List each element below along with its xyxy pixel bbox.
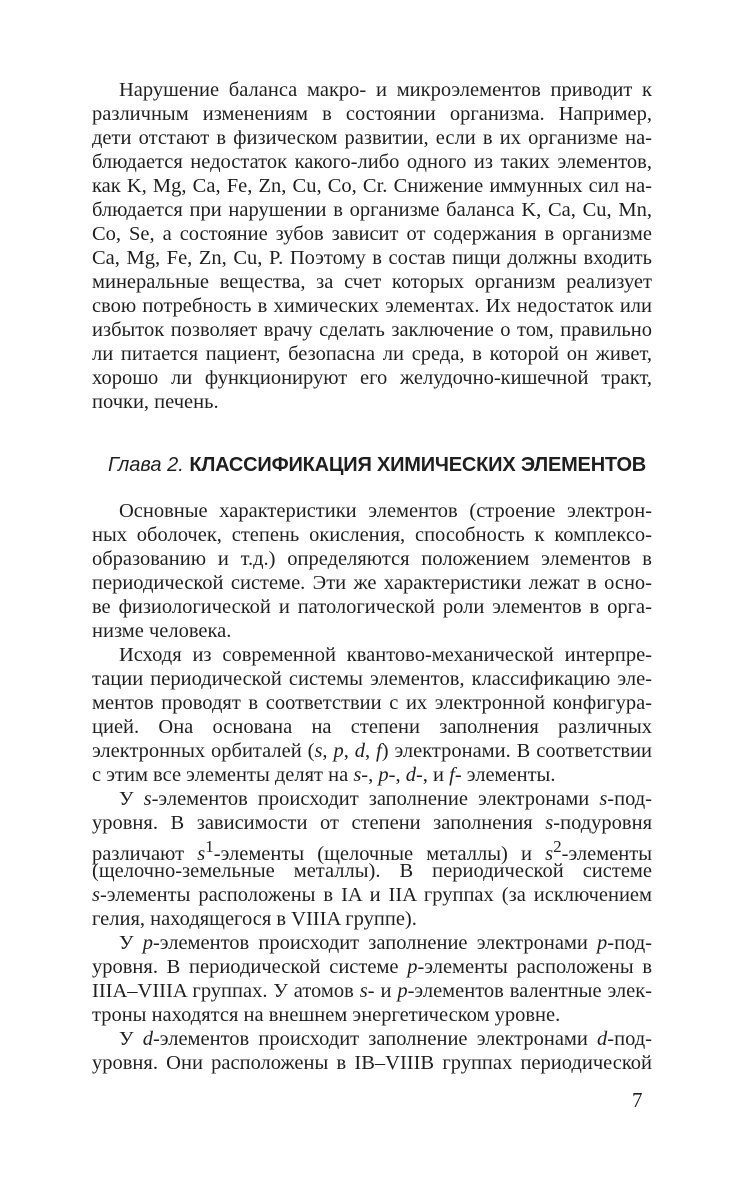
text-line: хорошо ли функционируют его желудочно-кишечной тракт, [92, 367, 652, 389]
text-line: гелия, находящегося в VIIIA группе). [92, 908, 417, 930]
text-line: У s-элементов происходит заполнение электронами s-под- [119, 788, 653, 810]
text-line: троны находятся на внешнем энергетическом уровне. [92, 1004, 561, 1026]
text-line: уровня. Они расположены в IB–VIIIB группах периодической [92, 1052, 652, 1074]
text-line: ве физиологической и патологической роли элементов в орга- [92, 596, 652, 618]
text-line: У d-элементов происходит заполнение электронами d-под- [119, 1028, 653, 1050]
text-line: свою потребность в химических элементах. Их недостаток или [92, 295, 652, 317]
text-line: избыток позволяет врачу сделать заключение о том, правильно [92, 319, 652, 341]
text-line: ли питается пациент, безопасна ли среда, в которой он живет, [92, 343, 652, 365]
text-line: тации периодической системы элементов, классификацию эле- [92, 668, 652, 690]
text-line: Ca, Mg, Fe, Zn, Cu, P. Поэтому в состав пищи должны входить [92, 247, 652, 269]
text-line: Нарушение баланса макро- и микроэлементов приводит к [119, 79, 652, 101]
text-line: блюдается при нарушении в организме баланса K, Ca, Cu, Mn, [92, 199, 652, 221]
text-line: цией. Она основана на степени заполнения различных [92, 716, 652, 738]
text-line: как K, Mg, Ca, Fe, Zn, Cu, Co, Cr. Снижение иммунных сил на- [92, 175, 652, 197]
text-line: s-элементы расположены в IA и IIA группах (за исключением [92, 884, 652, 906]
chapter-label: Глава 2. [108, 454, 184, 476]
text-line: электронных орбиталей (s, p, d, f) электронами. В соответствии [92, 740, 653, 762]
text-line: Co, Se, а состояние зубов зависит от содержания в организме [92, 223, 652, 245]
text-line: У p-элементов происходит заполнение электронами p-под- [119, 932, 653, 954]
text-line: уровня. В зависимости от степени заполнения s-подуровня [92, 812, 652, 834]
text-line: уровня. В периодической системе p-элементы расположены в [92, 956, 652, 978]
text-line: минеральные вещества, за счет которых организм реализует [92, 271, 652, 293]
text-line: ментов проводят в соответствии с их электронной конфигура- [92, 692, 652, 714]
text-line: различают $s^1$-элементы (щелочные металлы) и $s^2$-элементы [92, 837, 653, 865]
page-number: 7 [632, 1088, 643, 1112]
text-line: Исходя из современной квантово-механической интерпре- [119, 644, 652, 666]
text-line: дети отстают в физическом развитии, если в их организме на- [92, 127, 652, 149]
text-line: ных оболочек, степень окисления, способность к комплексо- [92, 524, 652, 546]
text-line: низме человека. [92, 620, 232, 642]
text-line: с этим все элементы делят на s-, p-, d-, и f- элементы. [92, 764, 556, 786]
text-line: (щелочно-земельные металлы). В периодической системе [92, 860, 652, 882]
text-line: образованию и т.д.) определяются положением элементов в [92, 548, 652, 570]
text-line: Основные характеристики элементов (строение электрон- [119, 500, 652, 522]
text-line: различным изменениям в состоянии организма. Например, [92, 103, 652, 125]
text-line: периодической системе. Эти же характеристики лежат в осно- [92, 572, 652, 594]
text-line: почки, печень. [92, 391, 219, 413]
chapter-heading [108, 453, 646, 477]
text-line: IIIA–VIIIA группах. У атомов s- и p-элементов валентные элек- [92, 980, 652, 1002]
chapter-title: КЛАССИФИКАЦИЯ ХИМИЧЕСКИХ ЭЛЕМЕНТОВ [189, 454, 647, 476]
text-line: блюдается недостаток какого-либо одного из таких элементов, [92, 151, 652, 173]
